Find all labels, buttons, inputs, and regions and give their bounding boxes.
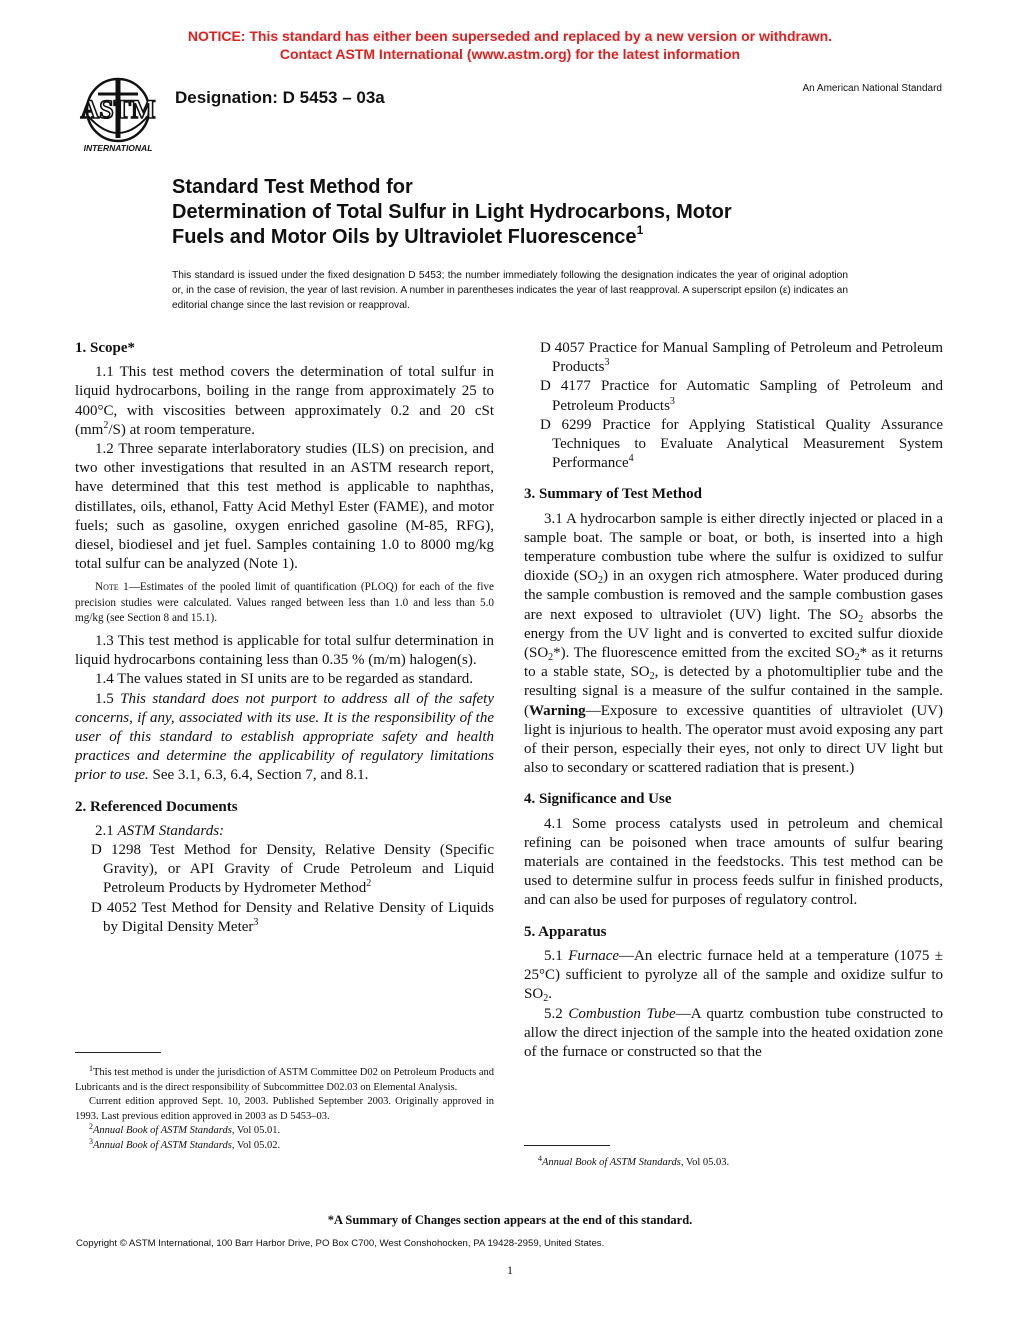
document-title: [172, 175, 872, 250]
left-column: [75, 339, 494, 937]
american-national-standard: An American National Standard: [802, 83, 942, 94]
footnotes-left: [75, 1066, 494, 1154]
designation: Designation: D 5453 – 03a: [175, 88, 385, 107]
significance-heading: 4. Significance and Use: [524, 791, 672, 808]
ref-d4177: D 4177 Practice for Automatic Sampling of Petroleum and Petroleum Products$^3$: [540, 378, 943, 414]
title-line-1: Standard Test Method for: [172, 176, 413, 198]
footnote-4: $^4$Annual Book of ASTM Standards, Vol 05.03.: [538, 1154, 730, 1168]
notice-line-2: Contact ASTM International (www.astm.org) for the latest information: [279, 46, 741, 62]
footnote-1-edition: Current edition approved Sept. 10, 2003. Published September 2003. Originally approved in 1993. Last previous edition approved in 2003 as D 5453–03.: [75, 1096, 494, 1122]
copyright: Copyright © ASTM International, 100 Barr Harbor Drive, PO Box C700, West Conshohocken, PA 19428-2959, United States.: [76, 1238, 605, 1249]
note-1: Note 1—Estimates of the pooled limit of quantification (PLOQ) for each of the five precision studies were calculated. Values ranged between less than 1.0 and less than 5.0 mg/kg (see Section 8 and 15.1).: [75, 581, 494, 625]
section-4-1: 4.1 Some process catalysts used in petroleum and chemical refining can be poisoned when trace amounts of sulfur bearing materials are contained in the feedstocks. This test method can be used to determine sulfur in process feeds sulfur in finished products, and can also be used for purposes of regulatory control.: [524, 815, 943, 909]
title-line-2: Determination of Total Sulfur in Light Hydrocarbons, Motor: [172, 201, 732, 223]
section-1-5: 1.5 This standard does not purport to address all of the safety concerns, if any, associated with its use. It is the responsibility of the user of this standard to establish appropriate safety and health practices and determine the applicability of regulatory limitations prior to use. See 3.1, 6.3, 6.4, Section 7, and 8.1.: [75, 690, 495, 784]
footnote-3: $^3$Annual Book of ASTM Standards, Vol 05.02.: [89, 1136, 281, 1151]
apparatus-heading: 5. Apparatus: [524, 923, 607, 940]
section-1-2: 1.2 Three separate interlaboratory studies (ILS) on precision, and two other investigations that resulted in an ASTM research report, have determined that this test method is applicable to naphthas, distillates, oils, ethanol, Fatty Acid Methyl Ester (FAME), and motor fuels; such as gasoline, oxygen enriched gasoline (M-85, RFG), diesel, biodiesel and jet fuel. Samples containing 1.0 to 8000 mg/kg total sulfur can be analyzed (Note 1).: [75, 441, 494, 573]
footnote-rule-right: [524, 1145, 610, 1146]
section-2-1: 2.1 ASTM Standards:: [95, 822, 225, 839]
issuance-statement: This standard is issued under the fixed designation D 5453; the number immediately following the designation indicates the year of original adoption or, in the case of revision, the year of last revision. A number in parentheses indicates the year of last reapproval. A superscript epsilon (ε) indicates an editorial change since the last revision or reapproval.: [172, 270, 848, 311]
footnote-2: $^2$Annual Book of ASTM Standards, Vol 05.01.: [89, 1122, 281, 1137]
section-1-1: 1.1 This test method covers the determination of total sulfur in liquid hydrocarbons, boiling in the range from approximately 25 to 400°C, with viscosities between approximately 0.2 and 20 cSt $(mm^2/S)$ at room temperature.: [75, 364, 494, 438]
astm-logo: [72, 72, 164, 154]
referenced-documents-heading: 2. Referenced Documents: [75, 798, 238, 815]
ref-d1298: D 1298 Test Method for Density, Relative Density (Specific Gravity), or API Gravity of Crude Petroleum and Liquid Petroleum Products by Hydrometer Method$^2$: [91, 841, 494, 897]
logo-subtext: INTERNATIONAL: [83, 143, 153, 153]
section-5-1: 5.1 Furnace—An electric furnace held at a temperature (1075 ± 25°C) sufficient to pyrolyze all of the sample and oxidize sulfur to $SO_2$.: [524, 947, 944, 1005]
section-1-3: 1.3 This test method is applicable for total sulfur determination in liquid hydrocarbons containing less than 0.35 % (m/m) halogen(s).: [75, 632, 494, 669]
ref-d6299: D 6299 Practice for Applying Statistical Quality Assurance Techniques to Evaluate Analytical Measurement System Performance$^4$: [540, 416, 943, 472]
logo-text: ASTM: [80, 95, 156, 124]
footnote-rule-left: [75, 1052, 161, 1053]
section-3-1: 3.1 A hydrocarbon sample is either directly injected or placed in a sample boat. The sample or boat, or both, is inserted into a high temperature combustion tube where the sulfur is oxidized to sulfur dioxide $(SO_2)$ in an oxygen rich atmosphere. Water produced during the sample combustion is removed and the sample combustion gases are next exposed to ultraviolet (UV) light. The $SO_2$ absorbs the energy from the UV light and is converted to excited sulfur dioxide $(SO_2*)$. The fluorescence emitted from the excited $SO_2*$ as it returns to a stable state, $SO_2$, is detected by a photomultiplier tube and the resulting signal is a measure of the sulfur contained in the sample. (Warning—Exposure to excessive quantities of ultraviolet (UV) light is injurious to health. The operator must avoid exposing any part of their person, especially their eyes, not only to direct UV light but also to secondary or scattered radiation that is present.): [524, 510, 944, 777]
summary-heading: 3. Summary of Test Method: [524, 486, 702, 503]
section-1-4: 1.4 The values stated in SI units are to be regarded as standard.: [95, 671, 473, 688]
section-5-2: 5.2 Combustion Tube—A quartz combustion tube constructed to allow the direct injection of the sample into the heated oxidation zone of the furnace or constructed so that the: [524, 1005, 944, 1060]
summary-of-changes-note: *A Summary of Changes section appears at the end of this standard.: [327, 1213, 693, 1227]
notice-line-1: NOTICE: This standard has either been superseded and replaced by a new version or withdrawn.: [187, 28, 833, 44]
scope-heading: 1. Scope*: [75, 340, 135, 356]
ref-d4052: D 4052 Test Method for Density and Relative Density of Liquids by Digital Density Meter$^3$: [91, 899, 494, 935]
title-footmark: 1: [636, 223, 644, 237]
footnotes-right: [524, 1156, 943, 1171]
withdrawal-notice: [0, 27, 1020, 63]
ref-d4057: D 4057 Practice for Manual Sampling of Petroleum and Petroleum Products$^3$: [540, 340, 943, 376]
right-column: [524, 339, 943, 1062]
title-line-3: Fuels and Motor Oils by Ultraviolet Fluorescence: [172, 226, 637, 248]
footnote-1: $^1$This test method is under the jurisdiction of ASTM Committee D02 on Petroleum Products and Lubricants and is the direct responsibility of Subcommittee D02.03 on Elemental Analysis.: [75, 1064, 494, 1093]
page-number: 1: [507, 1263, 513, 1277]
